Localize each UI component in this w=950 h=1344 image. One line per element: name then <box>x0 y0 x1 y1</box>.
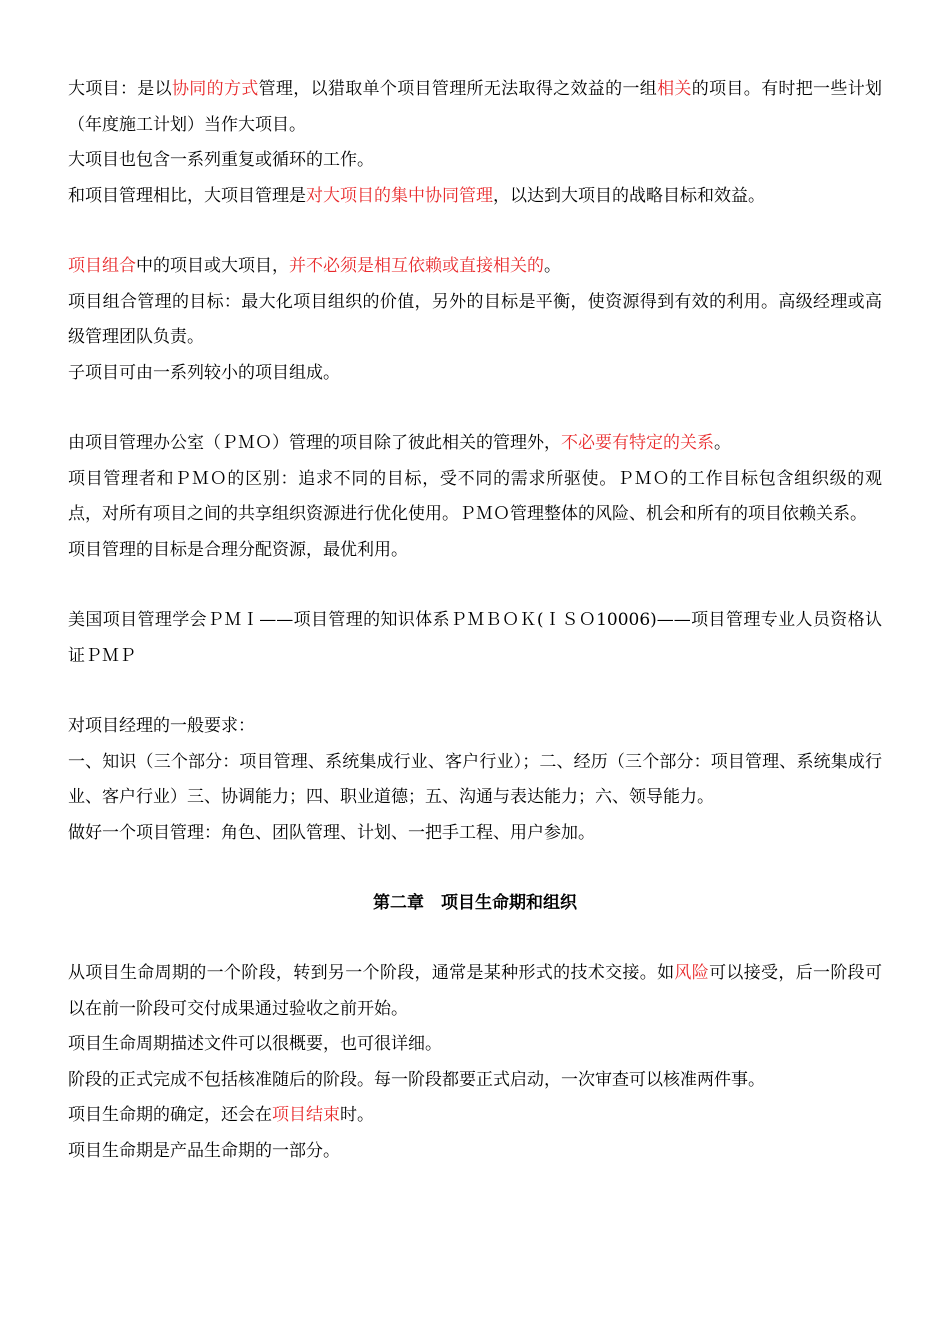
text-run: 可以接受，后一阶段可以在前一阶段可交付成果通过验收之前开始。 <box>68 963 883 1019</box>
highlighted-text: 并不必须是相互依赖或直接相关的 <box>289 256 544 276</box>
paragraph <box>68 1098 882 1134</box>
text-run: 做好一个项目管理：角色、团队管理、计划、一把手工程、用户参加。 <box>68 822 595 843</box>
text-run: 大项目：是以 <box>68 79 172 99</box>
paragraph-spacer <box>68 674 882 709</box>
paragraph <box>68 249 882 285</box>
highlighted-text: 项目组合 <box>68 256 136 276</box>
text-run: 由项目管理办公室（ＰＭＯ）管理的项目除了彼此相关的管理外， <box>68 433 561 453</box>
document-page <box>68 72 882 1169</box>
paragraph <box>68 816 882 852</box>
text-run: 的项目。有时把一些计划（年度施工计划）当作大项目。 <box>68 79 883 135</box>
paragraph-spacer <box>68 921 882 956</box>
paragraph-spacer <box>68 391 882 426</box>
paragraph <box>68 143 882 179</box>
paragraph <box>68 426 882 462</box>
text-run: 项目生命期是产品生命期的一部分。 <box>68 1140 340 1161</box>
text-run: 项目组合管理的目标：最大化项目组织的价值，另外的目标是平衡，使资源得到有效的利用。高级经理或高级管理团队负责。 <box>68 291 882 347</box>
text-run: 中的项目或大项目， <box>136 256 289 276</box>
paragraph <box>68 179 882 215</box>
highlighted-text: 项目结束 <box>272 1105 340 1125</box>
text-run: 和项目管理相比，大项目管理是 <box>68 185 306 206</box>
text-run: 时。 <box>340 1105 374 1125</box>
text-run: 美国项目管理学会ＰＭＩ——项目管理的知识体系ＰＭＢＯＫ(ＩＳＯ10006)——项目管理专业人员资格认证ＰＭＰ <box>68 610 882 666</box>
text-run: 。 <box>714 433 731 453</box>
paragraph <box>68 745 882 816</box>
text-run: 子项目可由一系列较小的项目组成。 <box>68 362 340 383</box>
paragraph <box>68 356 882 392</box>
text-run: 项目管理的目标是合理分配资源，最优利用。 <box>68 539 408 560</box>
paragraph-spacer <box>68 214 882 249</box>
text-run: 大项目也包含一系列重复或循环的工作。 <box>68 150 374 170</box>
highlighted-text: 风险 <box>674 963 710 983</box>
text-run: 项目生命周期描述文件可以很概要，也可很详细。 <box>68 1034 442 1054</box>
paragraph <box>68 462 882 533</box>
paragraph-spacer <box>68 851 882 886</box>
text-run: 从项目生命周期的一个阶段，转到另一个阶段，通常是某种形式的技术交接。如 <box>68 963 675 983</box>
text-run: 。 <box>544 256 561 276</box>
paragraph <box>68 709 882 745</box>
text-run: 一、知识（三个部分：项目管理、系统集成行业、客户行业）；二、经历（三个部分：项目管理、系统集成行业、客户行业）三、协调能力；四、职业道德；五、沟通与表达能力；六、领导能力。 <box>68 751 882 807</box>
paragraph <box>68 533 882 569</box>
highlighted-text: 对大项目的集中协同管理 <box>306 185 493 206</box>
highlighted-text: 不必要有特定的关系 <box>561 433 714 453</box>
text-run: 项目生命期的确定，还会在 <box>68 1105 272 1125</box>
paragraph <box>68 285 882 356</box>
highlighted-text: 相关 <box>657 79 692 99</box>
text-run: 项目管理者和ＰＭＯ的区别：追求不同的目标，受不同的需求所驱使。ＰＭＯ的工作目标包含组织级的观点，对所有项目之间的共享组织资源进行优化使用。ＰＭＯ管理整体的风险、机会和所有的项目依赖关系。 <box>68 468 882 524</box>
paragraph <box>68 72 882 143</box>
text-run: 对项目经理的一般要求： <box>68 716 255 736</box>
paragraph <box>68 1027 882 1063</box>
chapter-heading: 第二章 项目生命期和组织 <box>373 893 577 913</box>
highlighted-text: 协同的方式 <box>171 79 259 99</box>
paragraph <box>68 1134 882 1170</box>
text-run: 管理，以猎取单个项目管理所无法取得之效益的一组 <box>258 79 658 99</box>
text-run: ，以达到大项目的战略目标和效益。 <box>493 185 765 206</box>
paragraph <box>68 956 882 1027</box>
text-run: 阶段的正式完成不包括核准随后的阶段。每一阶段都要正式启动，一次审查可以核准两件事。 <box>68 1069 765 1090</box>
paragraph-spacer <box>68 568 882 603</box>
paragraph <box>68 1063 882 1099</box>
paragraph <box>68 603 882 674</box>
